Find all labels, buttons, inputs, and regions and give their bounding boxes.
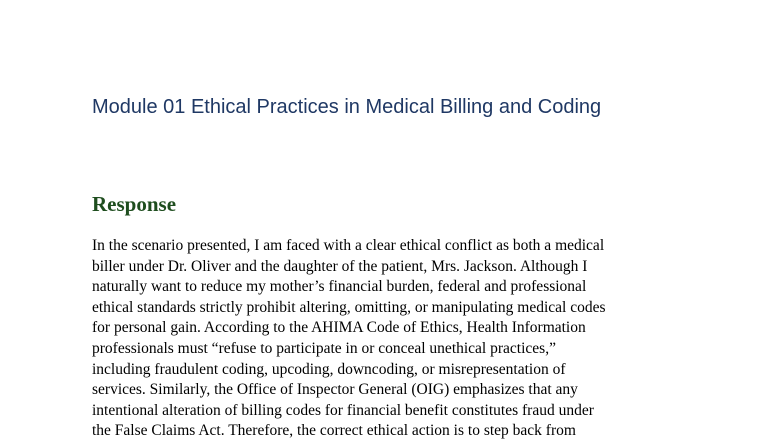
paragraph-line: for personal gain. According to the AHIMA Code of Ethics, Health Information [92, 319, 586, 337]
paragraph-line: biller under Dr. Oliver and the daughter of the patient, Mrs. Jackson. Although I [92, 257, 588, 275]
section-heading-response: Response [92, 192, 177, 216]
paragraph-line: including fraudulent coding, upcoding, downcoding, or misrepresentation of [92, 360, 566, 378]
document-title: Module 01 Ethical Practices in Medical Billing and Coding [92, 96, 602, 118]
paragraph-line: the False Claims Act. Therefore, the correct ethical action is to step back from [92, 422, 576, 440]
paragraph-line: In the scenario presented, I am faced with a clear ethical conflict as both a medical [92, 237, 605, 254]
paragraph-line: naturally want to reduce my mother’s financial burden, federal and professional [92, 278, 587, 296]
paragraph-line: services. Similarly, the Office of Inspector General (OIG) emphasizes that any [92, 381, 578, 399]
paragraph-line: ethical standards strictly prohibit altering, omitting, or manipulating medical codes [92, 298, 606, 316]
paragraph-line: professionals must “refuse to participate in or conceal unethical practices,” [92, 339, 556, 357]
paragraph-line: intentional alteration of billing codes for financial benefit constitutes fraud under [92, 401, 594, 419]
response-paragraph [92, 236, 712, 442]
